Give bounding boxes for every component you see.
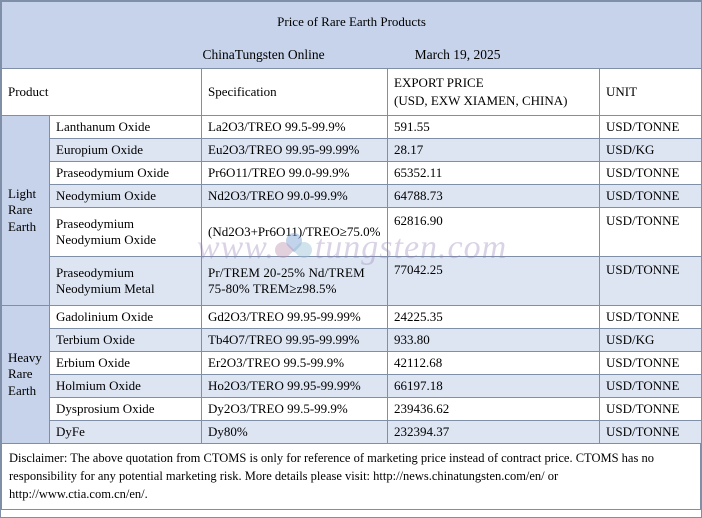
cell-price: 24225.35 <box>388 306 600 329</box>
group-label-line: Earth <box>8 218 37 234</box>
cell-specification: (Nd2O3+Pr6O11)/TREO≥75.0% <box>202 208 388 257</box>
cell-price: 77042.25 <box>388 257 600 306</box>
date-label: March 19, 2025 <box>414 47 501 62</box>
table-row <box>2 185 702 208</box>
cell-price: 62816.90 <box>388 208 600 257</box>
table-row <box>2 139 702 162</box>
table-row <box>2 421 702 444</box>
column-header-export-price-line2: (USD, EXW XIAMEN, CHINA) <box>394 93 568 108</box>
group-label-line: Earth <box>8 382 37 398</box>
watermark-text-left: www. <box>196 229 275 266</box>
cell-specification: Gd2O3/TREO 99.95-99.99% <box>202 306 388 329</box>
cell-product: Erbium Oxide <box>50 352 202 375</box>
cell-product: Europium Oxide <box>50 139 202 162</box>
table-row <box>2 398 702 421</box>
subtitle-bar <box>2 42 702 69</box>
cell-price: 65352.11 <box>388 162 600 185</box>
cell-price: 933.80 <box>388 329 600 352</box>
cell-product: Neodymium Oxide <box>50 185 202 208</box>
title-row <box>2 2 702 43</box>
cell-product: Gadolinium Oxide <box>50 306 202 329</box>
cell-unit: USD/TONNE <box>600 352 702 375</box>
cell-specification: Dy2O3/TREO 99.5-99.9% <box>202 398 388 421</box>
cell-product: Dysprosium Oxide <box>50 398 202 421</box>
cell-unit: USD/TONNE <box>600 116 702 139</box>
cell-price: 591.55 <box>388 116 600 139</box>
cell-unit: USD/TONNE <box>600 306 702 329</box>
cell-product: Praseodymium Neodymium Metal <box>50 257 202 306</box>
cell-price: 64788.73 <box>388 185 600 208</box>
column-header-unit: UNIT <box>600 69 702 116</box>
column-header-product: Product <box>2 69 202 116</box>
cell-specification: Ho2O3/TERO 99.95-99.99% <box>202 375 388 398</box>
table-row <box>2 116 702 139</box>
cell-unit: USD/TONNE <box>600 257 702 306</box>
cell-unit: USD/TONNE <box>600 375 702 398</box>
cell-product: Praseodymium Oxide <box>50 162 202 185</box>
page-title: Price of Rare Earth Products <box>2 2 702 43</box>
table-row <box>2 352 702 375</box>
cell-product: Holmium Oxide <box>50 375 202 398</box>
cell-price: 239436.62 <box>388 398 600 421</box>
cell-specification: Nd2O3/TREO 99.0-99.9% <box>202 185 388 208</box>
cell-product: Praseodymium Neodymium Oxide <box>50 208 202 257</box>
group-label-line: Rare <box>8 366 33 382</box>
cell-price: 66197.18 <box>388 375 600 398</box>
cell-specification: Pr6O11/TREO 99.0-99.9% <box>202 162 388 185</box>
cell-unit: USD/TONNE <box>600 398 702 421</box>
group-label-heavy-rare-earth <box>2 306 50 444</box>
table-row <box>2 208 702 257</box>
table-row <box>2 257 702 306</box>
group-label-line: Heavy <box>8 350 42 366</box>
table-header-row <box>2 69 702 116</box>
cell-unit: USD/KG <box>600 139 702 162</box>
column-header-export-price-line1: EXPORT PRICE <box>394 75 484 91</box>
source-label: ChinaTungsten Online <box>202 47 325 62</box>
group-label-light-rare-earth <box>2 116 50 306</box>
column-header-export-price <box>388 69 600 116</box>
cell-unit: USD/TONNE <box>600 162 702 185</box>
cell-unit: USD/TONNE <box>600 185 702 208</box>
cell-product: Lanthanum Oxide <box>50 116 202 139</box>
cell-price: 28.17 <box>388 139 600 162</box>
cell-specification: Pr/TREM 20-25% Nd/TREM 75-80% TREM≥z98.5% <box>202 257 388 306</box>
cell-unit: USD/TONNE <box>600 421 702 444</box>
group-label-line: Rare <box>8 202 33 218</box>
cell-price: 232394.37 <box>388 421 600 444</box>
group-label-line: Light <box>8 186 37 202</box>
column-header-specification: Specification <box>202 69 388 116</box>
table-row <box>2 375 702 398</box>
cell-specification: Tb4O7/TREO 99.95-99.99% <box>202 329 388 352</box>
cell-product: DyFe <box>50 421 202 444</box>
cell-product: Terbium Oxide <box>50 329 202 352</box>
table-row <box>2 306 702 329</box>
cell-specification: La2O3/TREO 99.5-99.9% <box>202 116 388 139</box>
subtitle-row <box>2 42 702 69</box>
cell-specification: Eu2O3/TREO 99.95-99.99% <box>202 139 388 162</box>
rare-earth-price-table <box>1 1 702 444</box>
cell-price: 42112.68 <box>388 352 600 375</box>
cell-unit: USD/KG <box>600 329 702 352</box>
cell-specification: Er2O3/TREO 99.5-99.9% <box>202 352 388 375</box>
cell-specification: Dy80% <box>202 421 388 444</box>
cell-unit: USD/TONNE <box>600 208 702 257</box>
watermark-text-right: tungsten.com <box>314 229 508 266</box>
table-row <box>2 162 702 185</box>
table-row <box>2 329 702 352</box>
disclaimer-text: Disclaimer: The above quotation from CTOMS is only for reference of marketing price instead of contract price. CTOMS has no responsibility for any potential marketing risk. More details please visit: http://news.chinatungsten.com/en/ or http://www.ctia.com.cn/en/. <box>1 444 701 510</box>
